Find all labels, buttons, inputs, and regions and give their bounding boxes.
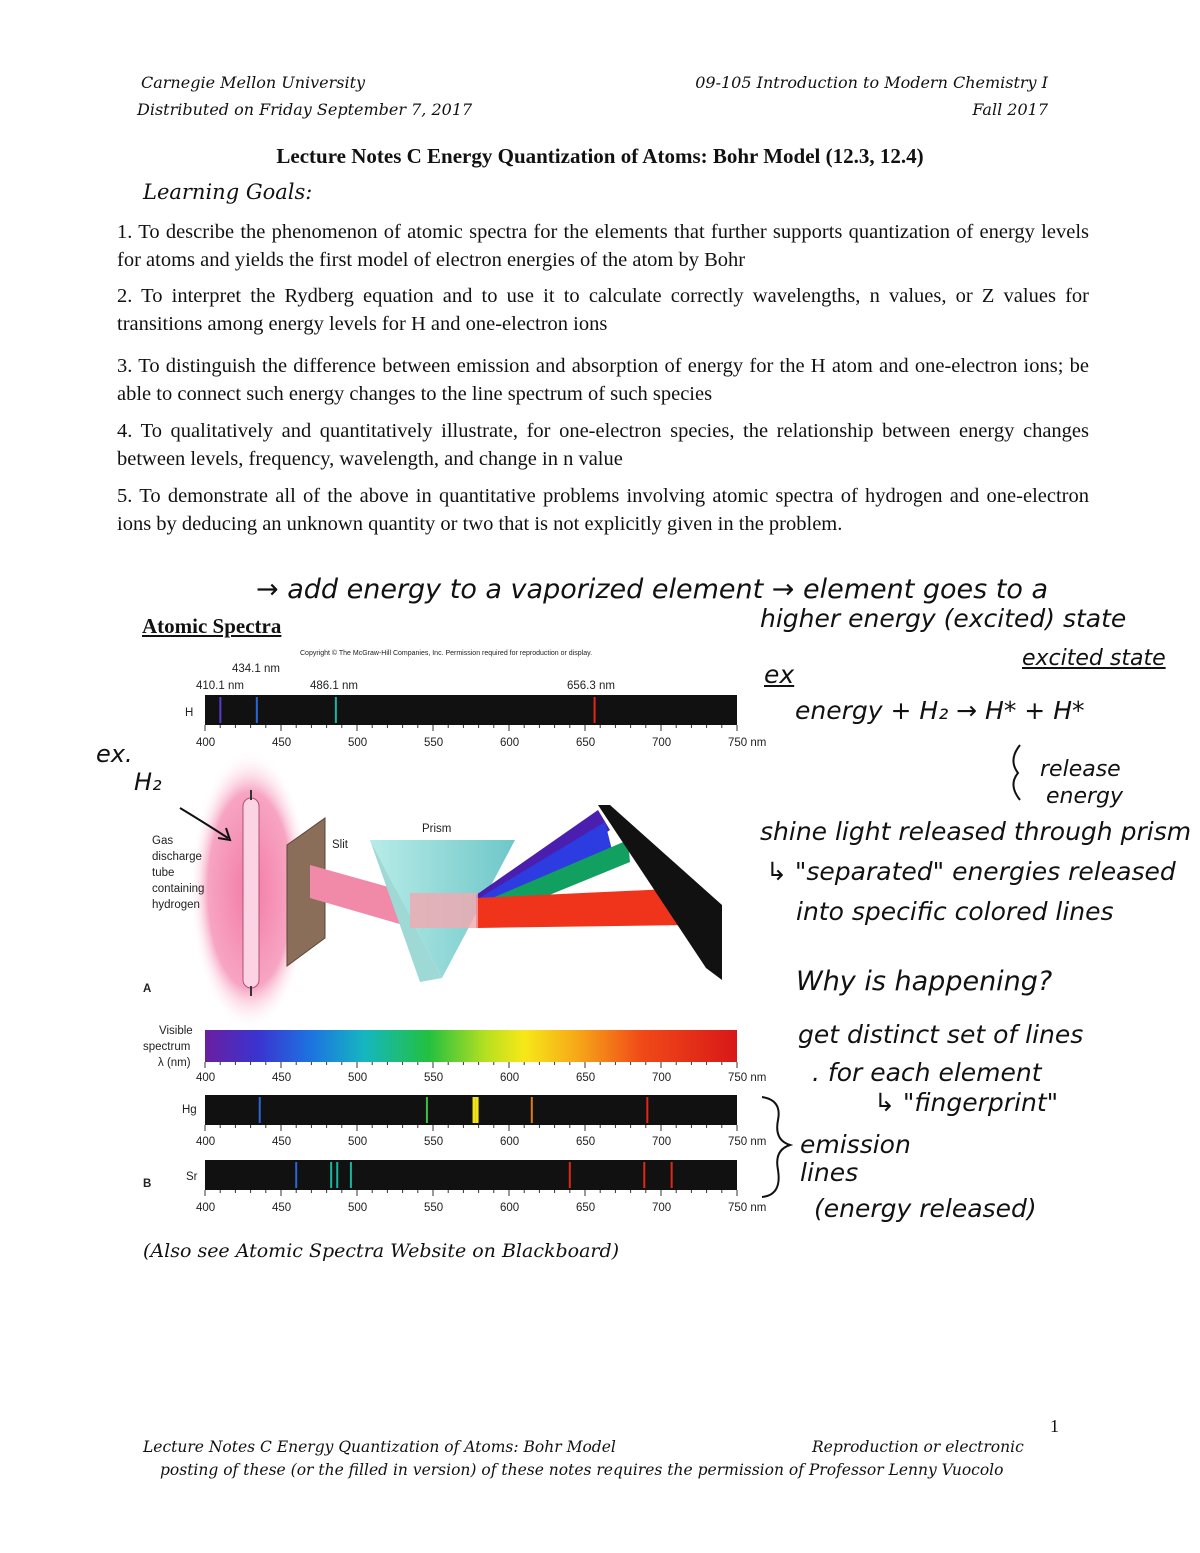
slit-label: Slit xyxy=(332,839,348,851)
handwritten-emission1: emission xyxy=(800,1130,911,1159)
axis-tick-label: 400 xyxy=(196,1072,216,1084)
axis-tick-label: 600 xyxy=(500,1072,520,1084)
h-axis-ticks xyxy=(196,725,766,749)
axis-tick-label: 650 xyxy=(576,737,596,749)
handwritten-shine1: shine light released through prism xyxy=(760,817,1192,846)
visible-label-line: spectrum xyxy=(143,1041,191,1053)
section-title: Atomic Spectra xyxy=(142,614,282,638)
axis-tick-label: 500 xyxy=(348,737,368,749)
h-element-label: H xyxy=(185,707,194,719)
panel-a-label: A xyxy=(143,983,152,995)
spectral-line xyxy=(426,1097,428,1123)
axis-tick-label: 550 xyxy=(424,1072,444,1084)
axis-tick-label: 500 xyxy=(348,1072,368,1084)
gas-tube-label-line: containing xyxy=(152,883,205,895)
handwritten-release: release xyxy=(1040,757,1121,782)
spectral-line xyxy=(569,1162,571,1188)
axis-tick-label: 750 nm xyxy=(728,1136,767,1148)
spectral-line xyxy=(259,1097,261,1123)
axis-tick-label: 550 xyxy=(424,1136,444,1148)
spectral-line xyxy=(336,1162,338,1188)
axis-tick-label: 750 nm xyxy=(728,737,767,749)
handwritten-ex-h2-ex: ex. xyxy=(96,740,133,768)
learning-goal-5: 5. To demonstrate all of the above in quantitative problems involving atomic spectra of hydrogen and one-electron ions by deducing an unknown quantity or two that is not explicitly given in the problem. xyxy=(117,485,1089,535)
axis-tick-label: 600 xyxy=(500,1136,520,1148)
visible-label-line: λ (nm) xyxy=(158,1057,191,1069)
gas-discharge-tube xyxy=(243,798,259,988)
axis-tick-label: 700 xyxy=(652,737,672,749)
axis-tick-label: 550 xyxy=(424,1202,444,1214)
hg-spectrum-bar xyxy=(205,1095,737,1125)
axis-tick-label: 650 xyxy=(576,1136,596,1148)
page-title: Lecture Notes C Energy Quantization of Atoms: Bohr Model (12.3, 12.4) xyxy=(276,144,924,168)
axis-tick-label: 750 nm xyxy=(728,1202,767,1214)
axis-tick-label: 650 xyxy=(576,1072,596,1084)
axis-tick-label: 400 xyxy=(196,1136,216,1148)
footer-left: Lecture Notes C Energy Quantization of Atoms: Bohr Model xyxy=(143,1438,616,1456)
axis-tick-label: 450 xyxy=(272,1202,292,1214)
distribution-date: Distributed on Friday September 7, 2017 xyxy=(137,100,473,119)
handwritten-distinct1: get distinct set of lines xyxy=(798,1020,1084,1049)
h-label-656: 656.3 nm xyxy=(567,680,615,692)
axis-tick-label: 700 xyxy=(652,1202,672,1214)
handwritten-distinct2: . for each element xyxy=(812,1058,1042,1087)
axis-tick-label: 600 xyxy=(500,737,520,749)
university-name: Carnegie Mellon University xyxy=(141,73,366,92)
learning-goal-1: 1. To describe the phenomenon of atomic spectra for the elements that further supports quantization of energy levels for atoms and yields the first model of electron energies of the atom by Bohr xyxy=(117,221,1089,271)
visible-spectrum-bar xyxy=(205,1030,737,1062)
learning-goal-2: 2. To interpret the Rydberg equation and to use it to calculate correctly wavelengths, n values, or Z values for transitions among energy levels for H and one-electron ions xyxy=(117,285,1089,335)
axis-tick-label: 550 xyxy=(424,737,444,749)
term: Fall 2017 xyxy=(972,100,1048,119)
h-spectrum-bar xyxy=(205,695,737,725)
spectral-line xyxy=(350,1162,352,1188)
axis-tick-label: 450 xyxy=(272,737,292,749)
axis-tick-label: 700 xyxy=(652,1136,672,1148)
gas-tube-label-line: Gas xyxy=(152,835,174,847)
visible-label-line: Visible xyxy=(159,1025,193,1037)
learning-goal-4: 4. To qualitatively and quantitatively illustrate, for one-electron species, the relationship between energy changes between levels, frequency, wavelength, and change in n value xyxy=(117,420,1089,470)
axis-tick-label: 450 xyxy=(272,1136,292,1148)
spectral-line xyxy=(473,1097,476,1123)
spectral-line xyxy=(295,1162,297,1188)
axis-tick-label: 500 xyxy=(348,1136,368,1148)
handwritten-energy: energy xyxy=(1046,784,1124,809)
page-number: 1 xyxy=(1050,1416,1059,1436)
handwritten-why: Why is happening? xyxy=(796,966,1053,997)
axis-tick-label: 750 nm xyxy=(728,1072,767,1084)
sr-element-label: Sr xyxy=(186,1171,198,1183)
sr-axis-ticks xyxy=(196,1190,766,1214)
visible-axis-ticks xyxy=(196,1062,766,1084)
handwritten-excited-state: excited state xyxy=(1022,646,1166,671)
spectral-line xyxy=(476,1097,479,1123)
axis-tick-label: 700 xyxy=(652,1072,672,1084)
axis-tick-label: 400 xyxy=(196,737,216,749)
gas-tube-label-line: hydrogen xyxy=(152,899,200,911)
spectral-line xyxy=(643,1162,645,1188)
learning-goal-3: 3. To distinguish the difference between emission and absorption of energy for the H atom and one-electron ions; be able to connect such energy changes to the line spectrum of such species xyxy=(117,355,1089,405)
prism-label: Prism xyxy=(422,823,452,835)
axis-tick-label: 600 xyxy=(500,1202,520,1214)
handwritten-distinct3: ↳ "fingerprint" xyxy=(874,1088,1059,1117)
handwritten-ex: ex xyxy=(764,660,795,689)
spectral-line xyxy=(671,1162,673,1188)
handwritten-shine3: into specific colored lines xyxy=(796,897,1114,926)
visible-label xyxy=(143,1025,193,1069)
axis-tick-label: 400 xyxy=(196,1202,216,1214)
learning-goals-label: Learning Goals: xyxy=(143,180,313,204)
handwritten-emission2: lines xyxy=(800,1158,859,1187)
spectral-line xyxy=(646,1097,648,1123)
copyright-note: Copyright © The McGraw-Hill Companies, Inc. Permission required for reproduction or display. xyxy=(300,650,593,657)
handwritten-line2: higher energy (excited) state xyxy=(760,604,1127,633)
hg-axis-ticks xyxy=(196,1125,766,1148)
gas-tube-label-line: discharge xyxy=(152,851,202,863)
spectral-line xyxy=(594,697,596,723)
figure-caption: (Also see Atomic Spectra Website on Blackboard) xyxy=(143,1240,620,1262)
spectral-line xyxy=(330,1162,332,1188)
spectral-line xyxy=(531,1097,533,1123)
panel-b-label: B xyxy=(143,1178,152,1190)
handwritten-emission3: (energy released) xyxy=(814,1194,1037,1223)
handwritten-ex-h2: H₂ xyxy=(134,768,162,796)
gas-tube-label-line: tube xyxy=(152,867,175,879)
spectral-line xyxy=(335,697,337,723)
course-name: 09-105 Introduction to Modern Chemistry I xyxy=(695,73,1048,92)
h-label-434: 434.1 nm xyxy=(232,663,280,675)
handwritten-shine2: ↳ "separated" energies released xyxy=(766,857,1176,886)
h-label-486: 486.1 nm xyxy=(310,680,358,692)
sr-spectrum-bar xyxy=(205,1160,737,1190)
spectral-line xyxy=(256,697,258,723)
spectral-line xyxy=(219,697,221,723)
axis-tick-label: 450 xyxy=(272,1072,292,1084)
release-brace xyxy=(1013,745,1020,800)
handwritten-reaction: energy + H₂ → H* + H* xyxy=(795,696,1085,725)
axis-tick-label: 500 xyxy=(348,1202,368,1214)
handwritten-line1: → add energy to a vaporized element → element goes to a xyxy=(256,574,1049,605)
footer-right: Reproduction or electronic xyxy=(812,1438,1024,1456)
h-label-410: 410.1 nm xyxy=(196,680,244,692)
hg-element-label: Hg xyxy=(182,1104,197,1116)
footer-line2: posting of these (or the filled in version) of these notes requires the permission of Professor Lenny Vuocolo xyxy=(160,1461,1004,1479)
axis-tick-label: 650 xyxy=(576,1202,596,1214)
